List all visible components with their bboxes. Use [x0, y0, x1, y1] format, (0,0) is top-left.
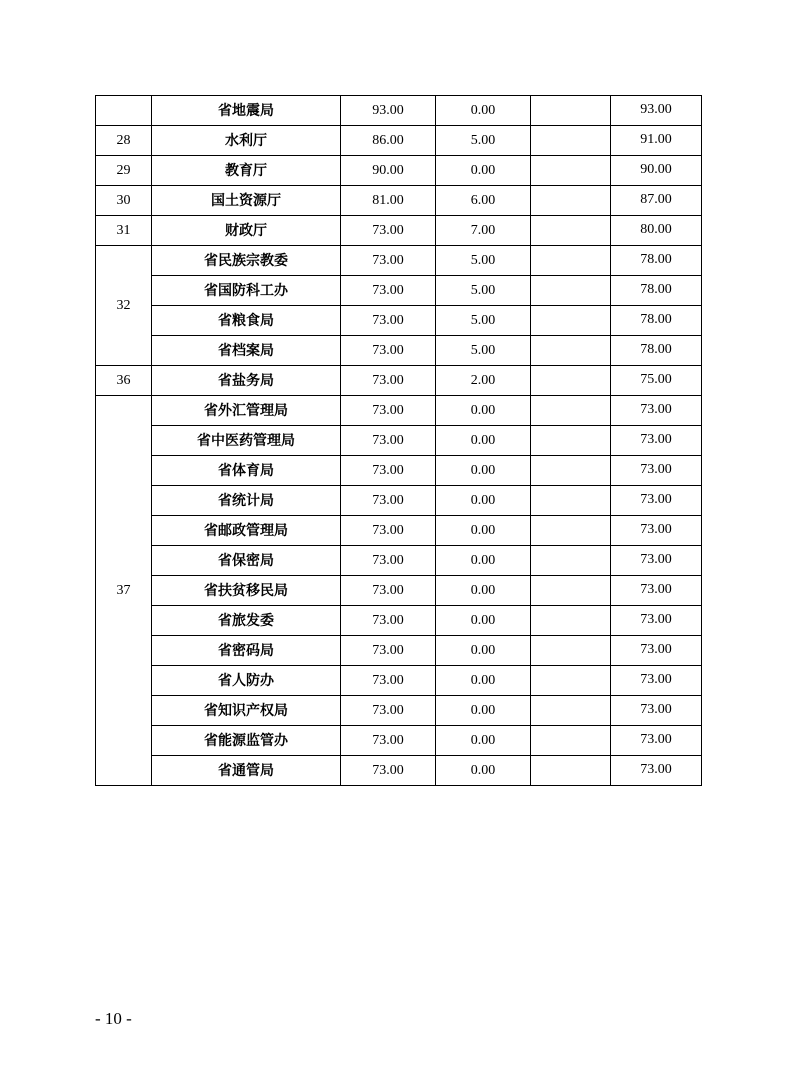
- total-cell: [611, 426, 702, 456]
- total-cell: [611, 546, 702, 576]
- total-value: 78.00: [640, 312, 672, 327]
- score-c-cell: [531, 456, 611, 486]
- unit-name-cell: 省盐务局: [152, 366, 341, 396]
- score-a-cell: 90.00: [341, 156, 436, 186]
- table-row: [96, 546, 702, 576]
- score-c-cell: [531, 426, 611, 456]
- score-c-cell: [531, 756, 611, 786]
- total-value: 73.00: [640, 552, 672, 567]
- rank-cell: 36: [96, 366, 152, 396]
- total-cell: [611, 456, 702, 486]
- score-b-cell: 0.00: [436, 696, 531, 726]
- table-row: [96, 456, 702, 486]
- total-cell: [611, 696, 702, 726]
- total-cell: [611, 306, 702, 336]
- score-a-cell: 73.00: [341, 456, 436, 486]
- total-value: 73.00: [640, 612, 672, 627]
- total-cell: [611, 396, 702, 426]
- score-a-cell: 73.00: [341, 576, 436, 606]
- table-row: [96, 576, 702, 606]
- score-b-cell: 0.00: [436, 756, 531, 786]
- score-c-cell: [531, 576, 611, 606]
- total-value: 80.00: [640, 222, 672, 237]
- score-a-cell: 73.00: [341, 276, 436, 306]
- total-cell: [611, 276, 702, 306]
- total-cell: [611, 726, 702, 756]
- unit-name-cell: 省通管局: [152, 756, 341, 786]
- rank-cell: 29: [96, 156, 152, 186]
- total-value: 73.00: [640, 672, 672, 687]
- table-row: [96, 726, 702, 756]
- score-b-cell: 0.00: [436, 486, 531, 516]
- table-row: [96, 606, 702, 636]
- unit-name-cell: 省邮政管理局: [152, 516, 341, 546]
- score-c-cell: [531, 96, 611, 126]
- total-cell: [611, 666, 702, 696]
- rank-cell: 28: [96, 126, 152, 156]
- score-b-cell: 0.00: [436, 726, 531, 756]
- score-a-cell: 73.00: [341, 516, 436, 546]
- table-row: [96, 156, 702, 186]
- table-row: [96, 96, 702, 126]
- total-value: 73.00: [640, 762, 672, 777]
- unit-name-cell: 省密码局: [152, 636, 341, 666]
- score-b-cell: 2.00: [436, 366, 531, 396]
- total-value: 73.00: [640, 432, 672, 447]
- score-a-cell: 73.00: [341, 246, 436, 276]
- total-cell: [611, 606, 702, 636]
- score-c-cell: [531, 726, 611, 756]
- total-value: 73.00: [640, 492, 672, 507]
- total-value: 75.00: [640, 372, 672, 387]
- total-value: 73.00: [640, 522, 672, 537]
- score-b-cell: 0.00: [436, 426, 531, 456]
- unit-name-cell: 省粮食局: [152, 306, 341, 336]
- score-c-cell: [531, 366, 611, 396]
- score-b-cell: 5.00: [436, 306, 531, 336]
- score-b-cell: 0.00: [436, 576, 531, 606]
- total-value: 93.00: [640, 102, 672, 117]
- rank-cell: 32: [96, 246, 152, 366]
- score-a-cell: 73.00: [341, 606, 436, 636]
- score-c-cell: [531, 396, 611, 426]
- unit-name-cell: 教育厅: [152, 156, 341, 186]
- table-row: [96, 516, 702, 546]
- score-b-cell: 0.00: [436, 156, 531, 186]
- total-value: 73.00: [640, 582, 672, 597]
- score-b-cell: 6.00: [436, 186, 531, 216]
- total-value: 73.00: [640, 462, 672, 477]
- table-row: [96, 216, 702, 246]
- total-cell: [611, 486, 702, 516]
- score-a-cell: 73.00: [341, 486, 436, 516]
- score-b-cell: 0.00: [436, 606, 531, 636]
- score-a-cell: 73.00: [341, 696, 436, 726]
- score-c-cell: [531, 306, 611, 336]
- unit-name-cell: 省中医药管理局: [152, 426, 341, 456]
- score-c-cell: [531, 606, 611, 636]
- score-c-cell: [531, 516, 611, 546]
- unit-name-cell: 水利厅: [152, 126, 341, 156]
- unit-name-cell: 省知识产权局: [152, 696, 341, 726]
- unit-name-cell: 省地震局: [152, 96, 341, 126]
- score-b-cell: 5.00: [436, 126, 531, 156]
- page-number: - 10 -: [95, 1009, 132, 1028]
- score-c-cell: [531, 486, 611, 516]
- unit-name-cell: 省人防办: [152, 666, 341, 696]
- rank-cell: [96, 96, 152, 126]
- unit-name-cell: 省民族宗教委: [152, 246, 341, 276]
- score-a-cell: 73.00: [341, 726, 436, 756]
- table-row: [96, 696, 702, 726]
- unit-name-cell: 省档案局: [152, 336, 341, 366]
- score-b-cell: 5.00: [436, 336, 531, 366]
- score-b-cell: 5.00: [436, 246, 531, 276]
- score-a-cell: 73.00: [341, 366, 436, 396]
- score-a-cell: 73.00: [341, 636, 436, 666]
- score-c-cell: [531, 126, 611, 156]
- total-value: 90.00: [640, 162, 672, 177]
- unit-name-cell: 省扶贫移民局: [152, 576, 341, 606]
- total-value: 73.00: [640, 642, 672, 657]
- score-b-cell: 0.00: [436, 516, 531, 546]
- unit-name-cell: 省体育局: [152, 456, 341, 486]
- total-value: 78.00: [640, 342, 672, 357]
- total-value: 87.00: [640, 192, 672, 207]
- total-value: 78.00: [640, 252, 672, 267]
- total-cell: [611, 336, 702, 366]
- table-row: [96, 396, 702, 426]
- table-row: [96, 636, 702, 666]
- table-row: [96, 336, 702, 366]
- score-c-cell: [531, 186, 611, 216]
- table-row: [96, 306, 702, 336]
- score-a-cell: 73.00: [341, 546, 436, 576]
- score-c-cell: [531, 246, 611, 276]
- score-a-cell: 73.00: [341, 426, 436, 456]
- score-c-cell: [531, 276, 611, 306]
- total-cell: [611, 126, 702, 156]
- score-b-cell: 0.00: [436, 636, 531, 666]
- total-value: 73.00: [640, 402, 672, 417]
- table-row: [96, 246, 702, 276]
- score-b-cell: 0.00: [436, 456, 531, 486]
- table-row: [96, 186, 702, 216]
- score-c-cell: [531, 156, 611, 186]
- unit-name-cell: 省能源监管办: [152, 726, 341, 756]
- total-cell: [611, 246, 702, 276]
- score-a-cell: 73.00: [341, 666, 436, 696]
- unit-name-cell: 省旅发委: [152, 606, 341, 636]
- score-c-cell: [531, 636, 611, 666]
- score-a-cell: 73.00: [341, 336, 436, 366]
- rank-cell: 30: [96, 186, 152, 216]
- total-value: 78.00: [640, 282, 672, 297]
- total-cell: [611, 186, 702, 216]
- total-cell: [611, 516, 702, 546]
- table-row: [96, 666, 702, 696]
- unit-name-cell: 省统计局: [152, 486, 341, 516]
- score-c-cell: [531, 336, 611, 366]
- total-cell: [611, 576, 702, 606]
- total-value: 73.00: [640, 702, 672, 717]
- score-c-cell: [531, 696, 611, 726]
- score-a-cell: 93.00: [341, 96, 436, 126]
- score-a-cell: 73.00: [341, 396, 436, 426]
- score-b-cell: 7.00: [436, 216, 531, 246]
- total-cell: [611, 96, 702, 126]
- table-row: [96, 366, 702, 396]
- table-row: [96, 126, 702, 156]
- unit-name-cell: 省保密局: [152, 546, 341, 576]
- total-cell: [611, 756, 702, 786]
- score-b-cell: 5.00: [436, 276, 531, 306]
- score-a-cell: 73.00: [341, 756, 436, 786]
- unit-name-cell: 省外汇管理局: [152, 396, 341, 426]
- score-b-cell: 0.00: [436, 546, 531, 576]
- table-row: [96, 486, 702, 516]
- unit-name-cell: 省国防科工办: [152, 276, 341, 306]
- score-c-cell: [531, 216, 611, 246]
- score-a-cell: 86.00: [341, 126, 436, 156]
- score-b-cell: 0.00: [436, 396, 531, 426]
- total-cell: [611, 216, 702, 246]
- score-b-cell: 0.00: [436, 666, 531, 696]
- total-cell: [611, 636, 702, 666]
- score-a-cell: 73.00: [341, 216, 436, 246]
- score-c-cell: [531, 666, 611, 696]
- unit-name-cell: 财政厅: [152, 216, 341, 246]
- total-cell: [611, 366, 702, 396]
- table-row: [96, 756, 702, 786]
- unit-name-cell: 国土资源厅: [152, 186, 341, 216]
- table-row: [96, 276, 702, 306]
- rank-cell: 31: [96, 216, 152, 246]
- total-value: 73.00: [640, 732, 672, 747]
- total-value: 91.00: [640, 132, 672, 147]
- table-row: [96, 426, 702, 456]
- score-a-cell: 81.00: [341, 186, 436, 216]
- rank-cell: 37: [96, 396, 152, 786]
- total-cell: [611, 156, 702, 186]
- score-b-cell: 0.00: [436, 96, 531, 126]
- ranking-table: [95, 95, 702, 786]
- score-c-cell: [531, 546, 611, 576]
- score-a-cell: 73.00: [341, 306, 436, 336]
